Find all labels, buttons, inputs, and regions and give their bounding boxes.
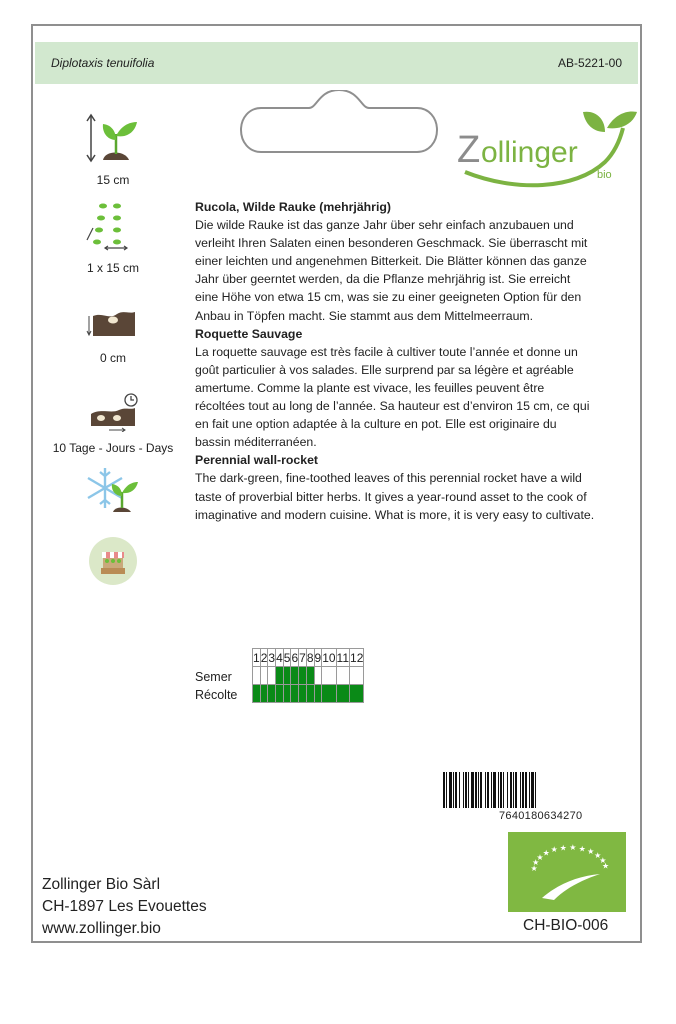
barcode-bar	[535, 772, 536, 808]
eu-star-icon: ★	[587, 847, 595, 857]
barcode-bar	[513, 772, 514, 808]
eu-star-icon: ★	[550, 845, 558, 855]
plant-spacing-info	[33, 200, 193, 275]
barcode-bar	[455, 772, 457, 808]
barcode-bar	[522, 772, 524, 808]
barcode-bar	[475, 772, 477, 808]
svg-text:Z: Z	[457, 129, 481, 171]
calendar-month-12: 12	[350, 650, 364, 665]
sowing-cell-3	[268, 667, 276, 685]
plant-spacing-label: 1 x 15 cm	[86, 261, 140, 275]
barcode-number: 7640180634270	[499, 810, 583, 822]
eu-star-icon: ★	[594, 850, 602, 860]
description-de-text: Die wilde Rauke ist das ganze Jahr über sehr einfach anzubauen und verleiht Ihren Salaten einen besonderen Geschmack. Sie überrascht mit einer leichten und angenehmen Bitterkeit. Die Blätter können das ganze Jahr über geerntet werden, da die Pflanze mehrjährig ist. Sie erreicht eine Höhe von etwa 15 cm, was sie zu einer geeigneten Option für den Anbau in Töpfen macht. Sie stammt aus dem Mittelmeerraum.	[195, 218, 588, 323]
latin-name: Diplotaxis tenuifolia	[51, 56, 155, 70]
sowing-cell-8	[306, 667, 314, 685]
plant-spacing-icon	[83, 200, 143, 252]
sowing-cell-9	[314, 667, 322, 685]
barcode-bar	[500, 772, 502, 808]
harvest-cell-12	[350, 685, 364, 703]
barcode-bar	[453, 772, 454, 808]
harvest-cell-6	[291, 685, 299, 703]
description	[195, 198, 595, 524]
eu-star-icon: ★	[559, 843, 567, 853]
eu-star-icon: ★	[532, 858, 540, 868]
calendar-month-2: 2	[260, 650, 268, 665]
barcode-bar	[510, 772, 512, 808]
harvest-cell-11	[336, 685, 349, 703]
calendar-month-1: 1	[253, 650, 260, 665]
sowing-cell-4	[276, 667, 284, 685]
svg-text:bio: bio	[597, 169, 612, 181]
barcode-bar	[498, 772, 499, 808]
description-en-text: The dark-green, fine-toothed leaves of this perennial rocket have a wild taste of proverbial bitter herbs. It gives a year-round asset to the cook of imaginative and modern cuisine. What is more, it is very easy to cultivate.	[195, 471, 595, 522]
eu-star-icon: ★	[578, 844, 586, 854]
barcode-bar	[487, 772, 489, 808]
balcony-terrace-badge-icon	[83, 534, 143, 588]
sowing-depth-info	[33, 290, 193, 365]
sowing-depth-icon	[83, 290, 143, 342]
eu-star-icon: ★	[536, 852, 544, 862]
barcode-bar	[525, 772, 527, 808]
frost-hardy-icon	[83, 462, 143, 516]
germination-time-label: 10 Tage - Jours - Days	[52, 441, 174, 455]
barcode-bar	[446, 772, 447, 808]
description-fr-title: Roquette Sauvage	[195, 326, 303, 341]
description-de-title: Rucola, Wilde Rauke (mehrjährig)	[195, 200, 391, 214]
barcode-bar	[507, 772, 508, 808]
harvest-cell-8	[306, 685, 314, 703]
barcode-bar	[471, 772, 474, 808]
calendar-month-8: 8	[306, 650, 314, 665]
plant-height-info	[33, 112, 193, 187]
barcode-bar	[465, 772, 467, 808]
calendar-month-6: 6	[291, 650, 299, 665]
sowing-cell-2	[260, 667, 268, 685]
barcode-bar	[443, 772, 445, 808]
company-location: CH-1897 Les Evouettes	[42, 898, 207, 915]
barcode-bar	[515, 772, 517, 808]
sowing-cell-12	[350, 667, 364, 685]
sowing-cell-11	[336, 667, 349, 685]
calendar-month-7: 7	[299, 650, 306, 665]
calendar-month-3: 3	[268, 650, 276, 665]
harvest-cell-1	[253, 685, 261, 703]
sowing-cell-1	[253, 667, 261, 685]
description-en-title: Perennial wall-rocket	[195, 453, 319, 468]
sowing-cell-5	[283, 667, 291, 685]
barcode-bar	[480, 772, 482, 808]
barcode-bar	[478, 772, 479, 808]
calendar-month-4: 4	[276, 650, 283, 665]
harvest-cell-3	[268, 685, 276, 703]
calendar-grid	[252, 648, 364, 703]
harvest-cell-7	[299, 685, 307, 703]
harvest-cell-10	[322, 685, 336, 703]
harvest-cell-4	[276, 685, 284, 703]
sowing-cell-6	[291, 667, 299, 685]
barcode-bar	[529, 772, 530, 808]
harvest-cell-5	[283, 685, 291, 703]
sowing-cell-7	[299, 667, 307, 685]
barcode-bar	[468, 772, 469, 808]
calendar-row-label-harvest: Récolte	[195, 688, 238, 702]
barcode-bar	[491, 772, 492, 808]
article-number: AB-5221-00	[557, 56, 622, 70]
company-website[interactable]: www.zollinger.bio	[42, 920, 161, 937]
eu-star-icon: ★	[599, 855, 607, 865]
harvest-cell-9	[314, 685, 322, 703]
barcode-bar	[459, 772, 460, 808]
barcode-bar	[485, 772, 486, 808]
eu-star-icon: ★	[542, 848, 550, 858]
harvest-cell-2	[260, 685, 268, 703]
germination-info	[33, 380, 193, 455]
calendar-month-9: 9	[314, 650, 322, 665]
zollinger-bio-logo	[455, 100, 641, 200]
calendar-month-5: 5	[283, 650, 291, 665]
certification-code: CH-BIO-006	[523, 917, 609, 934]
calendar-row-label-sowing: Semer	[195, 670, 232, 684]
calendar-month-11: 11	[336, 650, 350, 665]
barcode-bar	[503, 772, 504, 808]
svg-text:ollinger: ollinger	[481, 136, 578, 169]
eu-star-icon: ★	[601, 861, 610, 871]
sowing-cell-10	[322, 667, 336, 685]
company-address	[42, 874, 207, 940]
plant-height-label: 15 cm	[96, 173, 130, 187]
barcode-bar	[449, 772, 452, 808]
plant-height-icon	[83, 112, 143, 164]
eu-star-icon: ★	[530, 863, 538, 873]
calendar-row-labels	[195, 668, 237, 704]
calendar-month-10: 10	[322, 650, 336, 665]
balcony-badge-info	[33, 534, 193, 597]
sowing-depth-label: 0 cm	[99, 351, 126, 365]
description-fr-text: La roquette sauvage est très facile à cultiver toute l’année et donne un goût particulier à vos salades. Elle surprend par sa légère et agréable amertume. Comme la plante est vivace, les feuilles peuvent être récoltées tout au long de l’année. Sa hauteur est d’environ 15 cm, ce qui en fait une option adaptée à la culture en pot. Elle est originaire du bassin méditerranéen.	[195, 344, 590, 450]
barcode-bar	[463, 772, 464, 808]
germination-time-icon	[83, 380, 143, 432]
barcode-bar	[531, 772, 534, 808]
barcode-bar	[520, 772, 521, 808]
hanger-hole-icon	[239, 90, 439, 154]
eu-star-icon: ★	[569, 843, 577, 853]
eu-organic-leaf-icon	[508, 832, 626, 912]
frost-hardy-info	[33, 462, 193, 525]
company-name: Zollinger Bio Sàrl	[42, 876, 161, 893]
eu-organic-logo	[508, 832, 626, 912]
barcode-bar	[493, 772, 496, 808]
barcode	[441, 772, 621, 808]
header-band	[35, 42, 638, 84]
seed-packet-back	[31, 24, 642, 943]
